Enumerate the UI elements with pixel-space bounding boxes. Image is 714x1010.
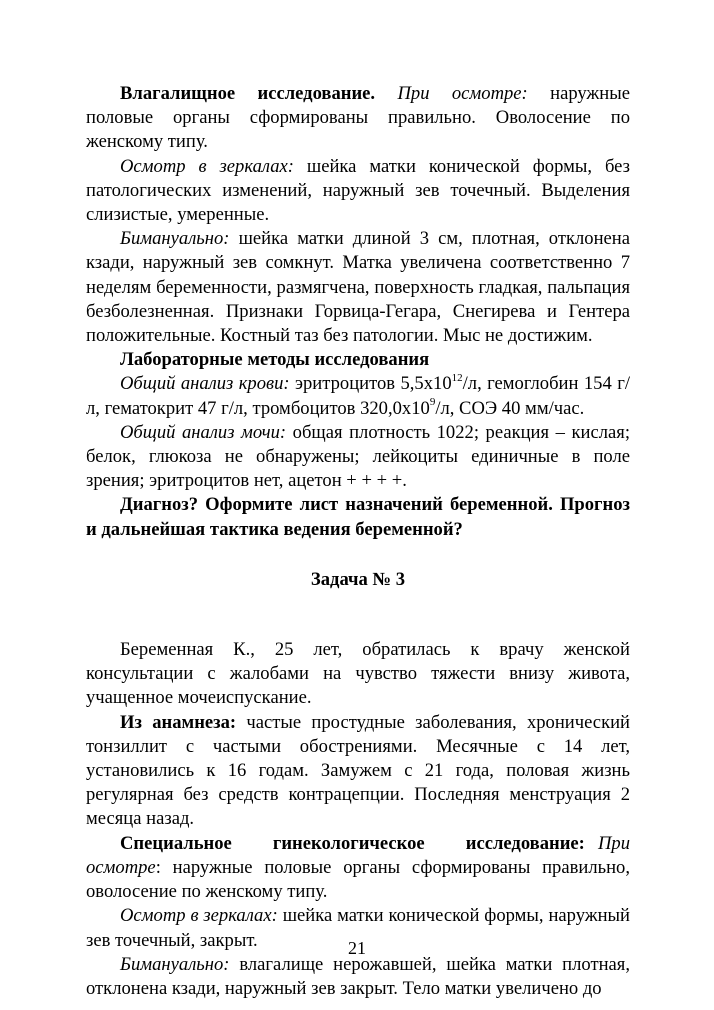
heading-lab-methods: Лабораторные методы исследования [120, 349, 430, 371]
text-speculum-2: шейка матки конической формы, наружный зев точечный, закрыт. [86, 905, 630, 951]
paragraph-anamnesis [86, 711, 630, 832]
label-speculum: Осмотр в зеркалах: [120, 155, 294, 177]
text-bimanual-2: влагалище нерожавшей, шейка матки плотная, отклонена кзади, наружный зев закрыт. Тело матки увеличено до [86, 953, 630, 999]
heading-special-exam: Специальное гинекологическое исследование: [120, 832, 585, 854]
label-bimanual: Бимануально: [120, 228, 230, 250]
text-inspection: наружные половые органы сформированы правильно. Оволосение по женскому типу. [86, 83, 630, 153]
paragraph-bimanual-2 [86, 953, 630, 1001]
question-text: Диагноз? Оформите лист назначений беременной. Прогноз и дальнейшая тактика ведения беременной? [86, 494, 630, 540]
heading-vaginal-exam: Влагалищное исследование. [120, 83, 376, 104]
superscript-9: 9 [429, 396, 436, 409]
label-speculum-2: Осмотр в зеркалах: [120, 905, 278, 927]
paragraph-speculum-exam [86, 155, 630, 228]
paragraph-special-exam [86, 832, 630, 905]
paragraph-blood-test [86, 372, 630, 420]
heading-anamnesis: Из анамнеза: [120, 711, 237, 733]
text-blood-3: /л, СОЭ 40 мм/час. [435, 397, 585, 419]
paragraph-vaginal-exam [86, 82, 630, 155]
text-urine-test: общая плотность 1022; реакция – кислая; белок, глюкоза не обнаружены; лейкоциты единичные в поле зрения; эритроцитов нет, ацетон + + + +. [86, 421, 630, 492]
task-title: Задача № 3 [310, 568, 406, 590]
label-inspection-2: При осмотре [86, 832, 630, 878]
paragraph-urine-test [86, 421, 630, 494]
label-bimanual-2: Бимануально: [120, 953, 230, 975]
paragraph-lab-heading [86, 348, 630, 372]
paragraph-intro [86, 638, 630, 711]
text-speculum: шейка матки конической формы, без патологических изменений, наружный зев точечный. Выделения слизистые, умеренные. [86, 155, 630, 226]
text-blood-1: эритроцитов 5,5х10 [295, 373, 452, 395]
paragraph-bimanual [86, 227, 630, 348]
text-special-exam: : наружные половые органы сформированы правильно, оволосение по женскому типу. [86, 856, 630, 903]
superscript-12: 12 [451, 372, 463, 385]
paragraph-question [86, 493, 630, 541]
page-number: 21 [348, 938, 366, 958]
label-inspection: При осмотре: [397, 83, 528, 104]
page-content [86, 82, 630, 1001]
text-anamnesis: частые простудные заболевания, хронический тонзиллит с частыми обострениями. Месячные с 14 лет, установились к 16 годам. Замужем с 21 года, половая жизнь регулярная без средств контрацепции. Последняя менструация 2 месяца назад. [86, 711, 630, 830]
text-bimanual: шейка матки длиной 3 см, плотная, отклонена кзади, наружный зев сомкнут. Матка увеличена соответственно 7 неделям беременности, размягчена, поверхность гладкая, пальпация безболезненная. Признаки Горвица-Гегара, Снегирева и Гентера положительные. Костный таз без патологии. Мыс не достижим. [86, 228, 630, 347]
label-blood-test: Общий анализ крови: [120, 373, 290, 395]
text-intro: Беременная К., 25 лет, обратилась к врачу женской консультации с жалобами на чувство тяжести внизу живота, учащенное мочеиспускание. [86, 639, 630, 709]
label-urine-test: Общий анализ мочи: [120, 421, 287, 443]
text-blood-2: /л, гемоглобин 154 г/л, гематокрит 47 г/л, тромбоцитов 320,0х10 [86, 373, 630, 419]
